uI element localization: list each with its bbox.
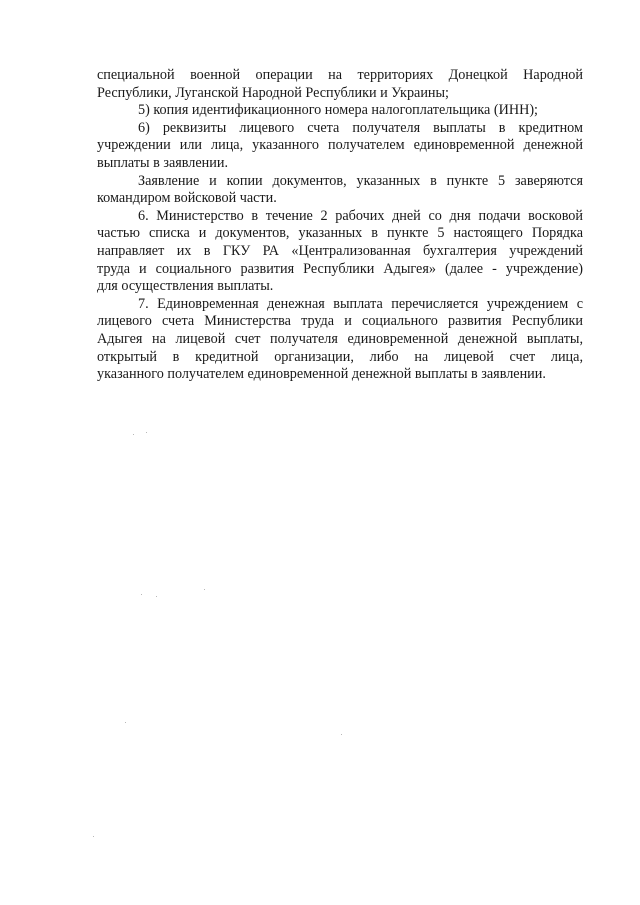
paragraph-item-6 — [97, 120, 583, 173]
text-line: 5) копия идентификационного номера налогоплательщика (ИНН); — [138, 102, 538, 119]
text-line: 7. Единовременная денежная выплата перечисляется учреждением с — [138, 295, 583, 312]
scan-speck — [341, 734, 342, 735]
text-line: Заявление и копии документов, указанных в пункте 5 заверяются — [138, 172, 583, 189]
text-line: Адыгея на лицевой счет получателя единовременной денежной выплаты, — [97, 330, 583, 347]
text-line: 6. Министерство в течение 2 рабочих дней со дня подачи восковой — [138, 207, 583, 224]
text-line: указанного получателем единовременной денежной выплаты в заявлении. — [97, 366, 546, 383]
paragraph-item-5 — [97, 102, 583, 120]
text-line: командиром войсковой части. — [97, 190, 277, 207]
scan-speck — [204, 589, 205, 590]
scan-speck — [156, 596, 157, 597]
text-line: выплаты в заявлении. — [97, 154, 228, 171]
paragraph-clause-7 — [97, 296, 583, 384]
paragraph-continuation — [97, 67, 583, 102]
text-line: специальной военной операции на территориях Донецкой Народной — [97, 67, 583, 83]
text-line: направляет их в ГКУ РА «Централизованная бухгалтерия учреждений — [97, 242, 583, 259]
paragraph-clause-6 — [97, 208, 583, 296]
text-line: лицевого счета Министерства труда и социального развития Республики — [97, 313, 583, 330]
scan-speck — [125, 722, 126, 723]
text-line: открытый в кредитной организации, либо на лицевой счет лица, — [97, 348, 583, 365]
text-line: частью списка и документов, указанных в пункте 5 настоящего Порядка — [97, 225, 583, 242]
scan-speck — [146, 432, 147, 433]
document-body — [97, 67, 583, 384]
text-line: 6) реквизиты лицевого счета получателя выплаты в кредитном — [138, 119, 583, 136]
text-line: труда и социального развития Республики Адыгея» (далее - учреждение) — [97, 260, 583, 277]
text-line: учреждении или лица, указанного получателем единовременной денежной — [97, 137, 583, 154]
paragraph-certification — [97, 173, 583, 208]
scan-speck — [133, 434, 134, 435]
scan-speck — [141, 594, 142, 595]
scan-speck — [93, 836, 94, 837]
text-line: Республики, Луганской Народной Республики и Украины; — [97, 84, 450, 101]
text-line: для осуществления выплаты. — [97, 278, 274, 295]
